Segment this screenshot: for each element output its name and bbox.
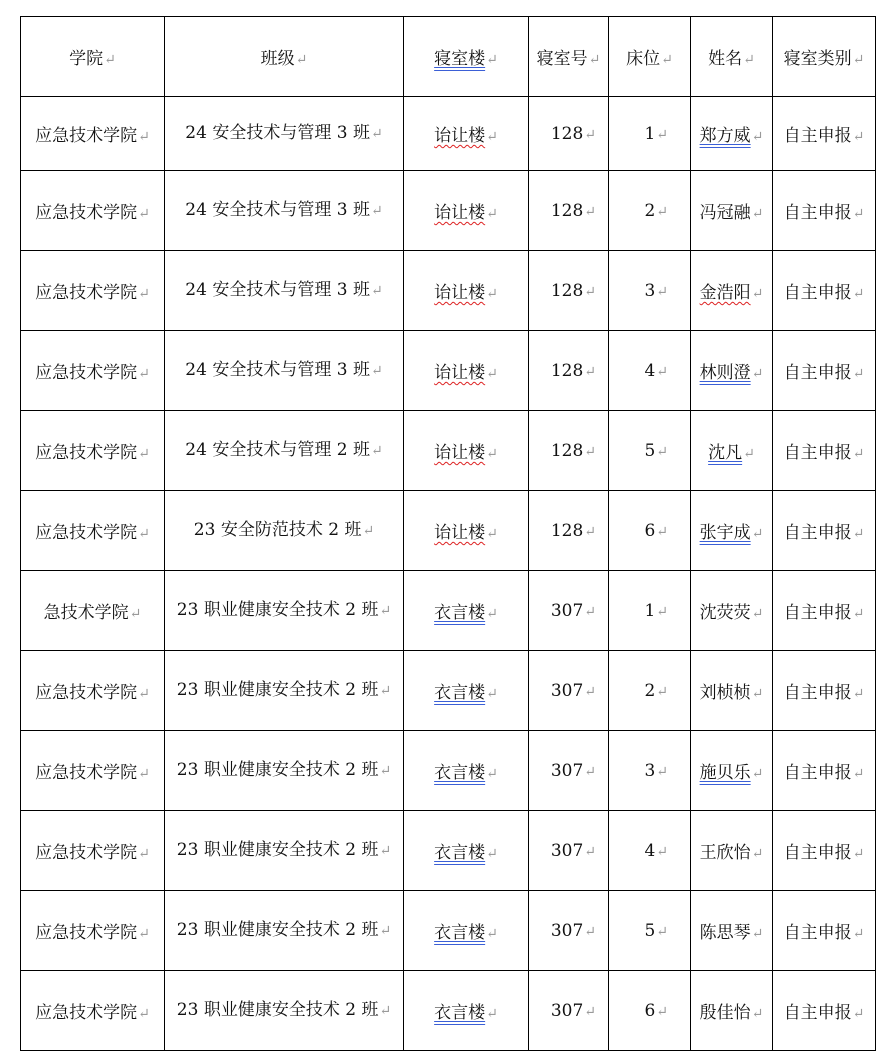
cell-room-text: 128: [550, 360, 584, 381]
paragraph-mark: ↵: [852, 129, 865, 145]
cell-bed-text: 5: [644, 440, 656, 461]
cell-room: [529, 491, 609, 571]
cell-room: [529, 731, 609, 811]
header-class: 班级↵: [165, 17, 404, 97]
paragraph-mark: ↵: [751, 686, 764, 702]
cell-class: [165, 491, 404, 571]
cell-name-text: 张宇成: [699, 523, 751, 543]
cell-college-text: 急技术学院: [43, 603, 129, 623]
paragraph-mark: ↵: [584, 923, 596, 940]
cell-bed: [609, 97, 691, 171]
paragraph-mark: ↵: [584, 603, 596, 620]
cell-bed: [609, 411, 691, 491]
paragraph-mark: ↵: [138, 926, 150, 942]
cell-bed-text: 5: [644, 920, 656, 941]
cell-class: [165, 171, 404, 251]
cell-building: [404, 811, 529, 891]
cell-building: [404, 171, 529, 251]
table-row: [21, 97, 876, 171]
cell-class-text: 23 职业健康安全技术 2 班: [176, 599, 379, 620]
cell-type: [773, 971, 876, 1051]
cell-type-text: 自主申报: [783, 203, 852, 223]
cell-name: [691, 251, 773, 331]
paragraph-mark: ↵: [751, 206, 764, 222]
cell-college: [21, 251, 165, 331]
paragraph-mark: ↵: [486, 286, 498, 302]
paragraph-mark: ↵: [751, 526, 764, 542]
cell-name-text: 刘桢桢: [699, 683, 751, 703]
paragraph-mark: ↵: [138, 686, 150, 702]
cell-type-text: 自主申报: [783, 843, 852, 863]
paragraph-mark: ↵: [656, 523, 668, 540]
cell-college: [21, 97, 165, 171]
cell-type-text: 自主申报: [783, 683, 852, 703]
cell-type: [773, 891, 876, 971]
cell-class-text: 23 职业健康安全技术 2 班: [176, 839, 379, 860]
paragraph-mark: ↵: [138, 846, 150, 862]
paragraph-mark: ↵: [486, 686, 498, 702]
cell-class: [165, 651, 404, 731]
cell-type-text: 自主申报: [783, 1003, 852, 1023]
paragraph-mark: ↵: [486, 366, 498, 382]
paragraph-mark: ↵: [138, 526, 150, 542]
cell-name-text: 沈荧荧: [699, 603, 751, 623]
paragraph-mark: ↵: [379, 682, 392, 699]
dormitory-table: [20, 16, 876, 1051]
cell-class: [165, 411, 404, 491]
cell-class: [165, 251, 404, 331]
paragraph-mark: ↵: [852, 286, 865, 302]
cell-class-text: 24 安全技术与管理 3 班: [185, 122, 370, 143]
table-row: [21, 331, 876, 411]
cell-college: [21, 171, 165, 251]
paragraph-mark: ↵: [138, 766, 150, 782]
paragraph-mark: ↵: [656, 763, 668, 780]
cell-building-text: 诒让楼: [434, 523, 486, 543]
paragraph-mark: ↵: [486, 446, 498, 462]
paragraph-mark: ↵: [486, 926, 498, 942]
cell-room-text: 128: [550, 123, 584, 144]
cell-room-text: 307: [550, 840, 584, 861]
header-bed: 床位↵: [609, 17, 691, 97]
cell-type: [773, 811, 876, 891]
cell-college-text: 应急技术学院: [35, 283, 138, 303]
cell-name-text: 沈凡: [708, 443, 743, 463]
cell-college-text: 应急技术学院: [35, 683, 138, 703]
paragraph-mark: ↵: [584, 126, 596, 143]
paragraph-mark: ↵: [486, 1006, 498, 1022]
cell-class-text: 24 安全技术与管理 3 班: [185, 279, 370, 300]
paragraph-mark: ↵: [751, 1006, 764, 1022]
cell-building: [404, 251, 529, 331]
paragraph-mark: ↵: [852, 766, 865, 782]
paragraph-mark: ↵: [852, 366, 865, 382]
cell-name: [691, 411, 773, 491]
cell-building: [404, 571, 529, 651]
cell-name: [691, 651, 773, 731]
cell-college: [21, 891, 165, 971]
cell-type: [773, 171, 876, 251]
cell-room: [529, 331, 609, 411]
cell-name-text: 陈思琴: [699, 923, 751, 943]
paragraph-mark: ↵: [656, 603, 668, 620]
cell-building: [404, 491, 529, 571]
cell-class: [165, 571, 404, 651]
cell-bed-text: 1: [644, 600, 656, 621]
cell-room: [529, 811, 609, 891]
paragraph-mark: ↵: [486, 526, 498, 542]
paragraph-mark: ↵: [751, 129, 764, 145]
cell-room-text: 128: [550, 200, 584, 221]
cell-class-text: 23 职业健康安全技术 2 班: [176, 919, 379, 940]
cell-room: [529, 97, 609, 171]
cell-type: [773, 491, 876, 571]
paragraph-mark: ↵: [370, 442, 383, 459]
paragraph-mark: ↵: [362, 522, 375, 539]
paragraph-mark: ↵: [656, 843, 668, 860]
cell-room-text: 128: [550, 520, 584, 541]
cell-bed: [609, 971, 691, 1051]
cell-name: [691, 171, 773, 251]
cell-name-text: 施贝乐: [699, 763, 751, 783]
cell-college-text: 应急技术学院: [35, 763, 138, 783]
paragraph-mark: ↵: [379, 842, 392, 859]
cell-name: [691, 97, 773, 171]
paragraph-mark: ↵: [852, 606, 865, 622]
cell-class-text: 24 安全技术与管理 3 班: [185, 359, 370, 380]
cell-type: [773, 731, 876, 811]
paragraph-mark: ↵: [751, 926, 764, 942]
paragraph-mark: ↵: [852, 446, 865, 462]
cell-class-text: 24 安全技术与管理 3 班: [185, 199, 370, 220]
paragraph-mark: ↵: [584, 523, 596, 540]
cell-type: [773, 97, 876, 171]
paragraph-mark: ↵: [138, 206, 150, 222]
cell-class-text: 23 安全防范技术 2 班: [193, 519, 362, 540]
cell-name: [691, 571, 773, 651]
cell-building: [404, 331, 529, 411]
paragraph-mark: ↵: [379, 1002, 392, 1019]
cell-name: [691, 491, 773, 571]
table-row: [21, 651, 876, 731]
paragraph-mark: ↵: [852, 686, 865, 702]
cell-building-text: 诒让楼: [434, 443, 486, 463]
header-college: 学院↵: [21, 17, 165, 97]
cell-type: [773, 251, 876, 331]
cell-bed: [609, 571, 691, 651]
cell-building: [404, 971, 529, 1051]
cell-college-text: 应急技术学院: [35, 843, 138, 863]
paragraph-mark: ↵: [656, 923, 668, 940]
cell-college: [21, 651, 165, 731]
paragraph-mark: ↵: [370, 282, 383, 299]
cell-bed-text: 6: [644, 1000, 656, 1021]
cell-room: [529, 891, 609, 971]
cell-building: [404, 411, 529, 491]
cell-bed: [609, 891, 691, 971]
cell-college: [21, 811, 165, 891]
cell-type-text: 自主申报: [783, 363, 852, 383]
cell-bed: [609, 331, 691, 411]
cell-bed: [609, 811, 691, 891]
paragraph-mark: ↵: [852, 1006, 865, 1022]
paragraph-mark: ↵: [584, 443, 596, 460]
paragraph-mark: ↵: [852, 206, 865, 222]
cell-college-text: 应急技术学院: [35, 203, 138, 223]
cell-building: [404, 731, 529, 811]
cell-bed-text: 2: [644, 200, 656, 221]
cell-name-text: 王欣怡: [699, 843, 751, 863]
cell-room-text: 307: [550, 680, 584, 701]
cell-building-text: 诒让楼: [434, 203, 486, 223]
table-row: [21, 571, 876, 651]
cell-building-text: 衣言楼: [434, 1003, 486, 1023]
header-name: 姓名↵: [691, 17, 773, 97]
cell-room-text: 307: [550, 920, 584, 941]
cell-bed-text: 3: [644, 760, 656, 781]
cell-type: [773, 331, 876, 411]
table-row: [21, 171, 876, 251]
table-row: [21, 411, 876, 491]
paragraph-mark: ↵: [656, 283, 668, 300]
paragraph-mark: ↵: [138, 286, 150, 302]
paragraph-mark: ↵: [751, 846, 764, 862]
table-row: [21, 491, 876, 571]
cell-class-text: 23 职业健康安全技术 2 班: [176, 679, 379, 700]
cell-name: [691, 891, 773, 971]
paragraph-mark: ↵: [379, 602, 392, 619]
cell-building-text: 诒让楼: [434, 363, 486, 383]
cell-building-text: 诒让楼: [434, 126, 486, 146]
cell-room: [529, 571, 609, 651]
paragraph-mark: ↵: [379, 762, 392, 779]
cell-bed: [609, 651, 691, 731]
paragraph-mark: ↵: [486, 129, 498, 145]
cell-class-text: 23 职业健康安全技术 2 班: [176, 999, 379, 1020]
paragraph-mark: ↵: [486, 206, 498, 222]
cell-class-text: 23 职业健康安全技术 2 班: [176, 759, 379, 780]
cell-type-text: 自主申报: [783, 923, 852, 943]
cell-college: [21, 491, 165, 571]
cell-type-text: 自主申报: [783, 763, 852, 783]
cell-type-text: 自主申报: [783, 283, 852, 303]
paragraph-mark: ↵: [656, 1003, 668, 1020]
cell-type-text: 自主申报: [783, 523, 852, 543]
paragraph-mark: ↵: [379, 922, 392, 939]
paragraph-mark: ↵: [852, 846, 865, 862]
cell-building: [404, 651, 529, 731]
paragraph-mark: ↵: [852, 526, 865, 542]
paragraph-mark: ↵: [486, 846, 498, 862]
cell-college: [21, 731, 165, 811]
paragraph-mark: ↵: [656, 683, 668, 700]
paragraph-mark: ↵: [138, 366, 150, 382]
table-row: [21, 251, 876, 331]
cell-name-text: 林则澄: [699, 363, 751, 383]
cell-bed: [609, 251, 691, 331]
cell-building-text: 衣言楼: [434, 683, 486, 703]
cell-building-text: 诒让楼: [434, 283, 486, 303]
cell-room: [529, 251, 609, 331]
cell-building: [404, 891, 529, 971]
cell-bed: [609, 491, 691, 571]
paragraph-mark: ↵: [584, 363, 596, 380]
cell-room: [529, 411, 609, 491]
cell-building-text: 衣言楼: [434, 763, 486, 783]
cell-class: [165, 97, 404, 171]
paragraph-mark: ↵: [138, 129, 150, 145]
paragraph-mark: ↵: [656, 203, 668, 220]
cell-name-text: 金浩阳: [699, 283, 751, 303]
paragraph-mark: ↵: [584, 683, 596, 700]
paragraph-mark: ↵: [584, 203, 596, 220]
paragraph-mark: ↵: [852, 926, 865, 942]
cell-class: [165, 811, 404, 891]
paragraph-mark: ↵: [751, 286, 764, 302]
cell-bed-text: 3: [644, 280, 656, 301]
header-type: 寝室类别↵: [773, 17, 876, 97]
cell-bed-text: 1: [644, 123, 656, 144]
paragraph-mark: ↵: [486, 606, 498, 622]
table-body: [21, 97, 876, 1051]
cell-room-text: 128: [550, 280, 584, 301]
header-building: 寝室楼↵: [404, 17, 529, 97]
cell-building: [404, 97, 529, 171]
paragraph-mark: ↵: [751, 766, 764, 782]
cell-building-text: 衣言楼: [434, 603, 486, 623]
table-row: [21, 731, 876, 811]
cell-room-text: 307: [550, 1000, 584, 1021]
cell-name: [691, 331, 773, 411]
paragraph-mark: ↵: [129, 606, 142, 622]
cell-college: [21, 571, 165, 651]
cell-type: [773, 571, 876, 651]
cell-class: [165, 891, 404, 971]
cell-bed: [609, 731, 691, 811]
cell-type: [773, 411, 876, 491]
paragraph-mark: ↵: [370, 125, 383, 142]
paragraph-mark: ↵: [743, 446, 755, 462]
paragraph-mark: ↵: [656, 126, 668, 143]
cell-room-text: 128: [550, 440, 584, 461]
cell-bed-text: 4: [644, 360, 656, 381]
cell-bed-text: 4: [644, 840, 656, 861]
cell-name: [691, 811, 773, 891]
table-row: [21, 891, 876, 971]
cell-college-text: 应急技术学院: [35, 523, 138, 543]
cell-college-text: 应急技术学院: [35, 923, 138, 943]
paragraph-mark: ↵: [656, 363, 668, 380]
cell-name-text: 冯冠融: [699, 203, 751, 223]
cell-room-text: 307: [550, 760, 584, 781]
cell-name: [691, 971, 773, 1051]
cell-bed-text: 2: [644, 680, 656, 701]
cell-room: [529, 171, 609, 251]
header-row: [21, 17, 876, 97]
paragraph-mark: ↵: [584, 283, 596, 300]
cell-college-text: 应急技术学院: [35, 126, 138, 146]
cell-name: [691, 731, 773, 811]
cell-class-text: 24 安全技术与管理 2 班: [185, 439, 370, 460]
header-room: 寝室号↵: [529, 17, 609, 97]
cell-class: [165, 331, 404, 411]
cell-room: [529, 971, 609, 1051]
cell-bed: [609, 171, 691, 251]
paragraph-mark: ↵: [584, 1003, 596, 1020]
cell-type-text: 自主申报: [783, 126, 852, 146]
cell-room: [529, 651, 609, 731]
cell-name-text: 郑方威: [699, 126, 751, 146]
cell-class: [165, 731, 404, 811]
paragraph-mark: ↵: [138, 1006, 150, 1022]
table-row: [21, 971, 876, 1051]
cell-name-text: 殷佳怡: [699, 1003, 751, 1023]
cell-class: [165, 971, 404, 1051]
cell-college-text: 应急技术学院: [35, 363, 138, 383]
paragraph-mark: ↵: [370, 362, 383, 379]
paragraph-mark: ↵: [138, 446, 150, 462]
paragraph-mark: ↵: [584, 763, 596, 780]
cell-college-text: 应急技术学院: [35, 1003, 138, 1023]
paragraph-mark: ↵: [751, 366, 764, 382]
cell-building-text: 衣言楼: [434, 843, 486, 863]
cell-college: [21, 971, 165, 1051]
paragraph-mark: ↵: [584, 843, 596, 860]
cell-college-text: 应急技术学院: [35, 443, 138, 463]
paragraph-mark: ↵: [656, 443, 668, 460]
cell-type: [773, 651, 876, 731]
cell-bed-text: 6: [644, 520, 656, 541]
paragraph-mark: ↵: [486, 766, 498, 782]
cell-college: [21, 411, 165, 491]
paragraph-mark: ↵: [751, 606, 764, 622]
cell-building-text: 衣言楼: [434, 923, 486, 943]
cell-room-text: 307: [550, 600, 584, 621]
cell-type-text: 自主申报: [783, 603, 852, 623]
cell-college: [21, 331, 165, 411]
cell-type-text: 自主申报: [783, 443, 852, 463]
table-row: [21, 811, 876, 891]
paragraph-mark: ↵: [370, 202, 383, 219]
